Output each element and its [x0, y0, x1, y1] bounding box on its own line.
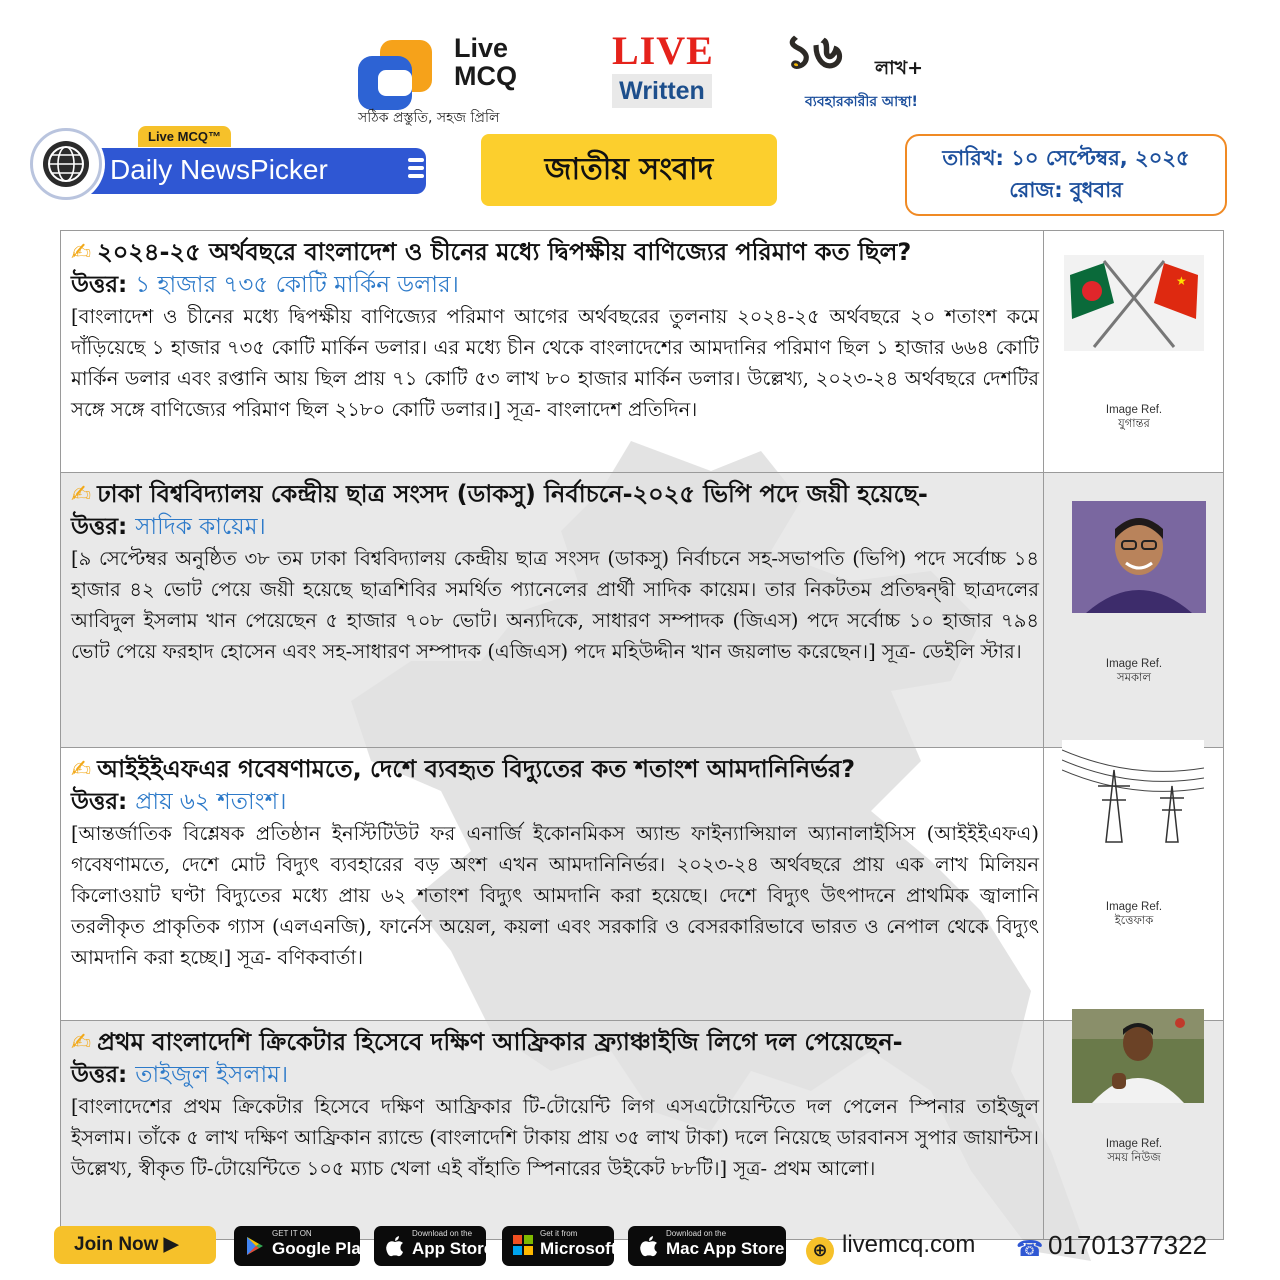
- writing-hand-icon: ✍: [71, 480, 92, 508]
- live-written-live: LIVE: [612, 28, 714, 73]
- news-item-4: [61, 1021, 1223, 1239]
- answer-1: উত্তর: ১ হাজার ৭৩৫ কোটি মার্কিন ডলার।: [71, 272, 459, 298]
- top-brand-bar: [0, 22, 1280, 126]
- livemcq-logo-text: Live MCQ: [454, 33, 517, 91]
- support-headset-icon: ☎: [1016, 1237, 1044, 1262]
- detail-3: [আন্তর্জাতিক বিশ্লেষক প্রতিষ্ঠান ইনস্টিটিউট ফর এনার্জি ইকোনমিকস অ্যান্ড ফাইন্যান্সিয়াল অ্যানালাইসিস (আইইইএফএ) গবেষণামতে, দেশে মোট বিদ্যুৎ ব্যবহারের বড় অংশ এখন আমদানিনির্ভর। ২০২৩-২৪ অর্থবছরে প্রায় এক লাখ মিলিয়ন কিলোওয়াট ঘণ্টা বিদ্যুতের মধ্যে প্রায় ৬২ শতাংশ বিদ্যুৎ আমদানি করা হয়েছে। দেশে বিদ্যুৎ উৎপাদনে প্রাথমিক জ্বালানি তরলীকৃত প্রাকৃতিক গ্যাস (এলএনজি), ফার্নেস অয়েল, কয়লা এবং সরকারি ও বেসরকারিভাবে ভারত ও নেপাল থেকে বিদ্যুৎ আমদানি করা হচ্ছে।] সূত্র- বণিকবার্তা।: [71, 822, 1039, 969]
- apple-icon: [638, 1235, 660, 1257]
- category-title: জাতীয় সংবাদ: [481, 134, 777, 206]
- phone-number[interactable]: ☎ 01701377322: [1016, 1228, 1207, 1265]
- writing-hand-icon: ✍: [71, 1028, 92, 1056]
- google-play-button[interactable]: GET IT ON Google Play: [234, 1226, 360, 1266]
- badge-trademark: Live MCQ™: [138, 126, 231, 147]
- detail-4: [বাংলাদেশের প্রথম ক্রিকেটার হিসেবে দক্ষিণ আফ্রিকার টি-টোয়েন্টি লিগ এসএটোয়েন্টিতে দল পেলেন স্পিনার তাইজুল ইসলাম। তাঁকে ৫ লাখ দক্ষিণ আফ্রিকান র‍্যান্ডে (বাংলাদেশি টাকায় প্রায় ৩৫ লাখ টাকা) দলে নিয়েছে ডারবানস সুপার জায়ান্টস। উল্লেখ্য, স্বীকৃত টি-টোয়েন্টিতে ১০৫ ম্যাচ খেলা এই বাঁহাতি স্পিনারের উইকেট ৮৮টি।] সূত্র- প্রথম আলো।: [71, 1095, 1039, 1180]
- globe-icon: [30, 128, 102, 200]
- image-column-3: [1043, 748, 1223, 1020]
- app-store-button[interactable]: Download on the App Store: [374, 1226, 486, 1266]
- users-badge: [785, 27, 965, 120]
- livemcq-logo-icon: [358, 40, 438, 110]
- power-tower-image: [1062, 740, 1204, 844]
- google-play-icon: [244, 1235, 266, 1257]
- mac-app-store-button[interactable]: Download on the Mac App Store: [628, 1226, 786, 1266]
- website-link[interactable]: ⊕ livemcq.com: [806, 1228, 975, 1265]
- answer-2: উত্তর: সাদিক কায়েম।: [71, 514, 266, 540]
- users-unit: লাখ+: [875, 57, 924, 79]
- date-box: [905, 134, 1227, 216]
- question-4: ✍ প্রথম বাংলাদেশি ক্রিকেটার হিসেবে দক্ষিণ আফ্রিকার ফ্র্যাঞ্চাইজি লিগে দল পেয়েছেন-: [71, 1028, 903, 1056]
- writing-hand-icon: ✍: [71, 238, 92, 266]
- apple-icon: [384, 1235, 406, 1257]
- menu-lines-icon: [408, 158, 424, 182]
- question-3: ✍ আইইইএফএর গবেষণামতে, দেশে ব্যবহৃত বিদ্যুতের কত শতাংশ আমদানিনির্ভর?: [71, 755, 856, 783]
- detail-2: [৯ সেপ্টেম্বর অনুষ্ঠিত ৩৮ তম ঢাকা বিশ্ববিদ্যালয় কেন্দ্রীয় ছাত্র সংসদ (ডাকসু) নির্বাচনে সহ-সভাপতি (ভিপি) পদে সর্বোচ্চ ১৪ হাজার ৪২ ভোট পেয়ে জয়ী হয়েছে ছাত্রশিবির সমর্থিত প্যানেলের প্রার্থী সাদিক কায়েম। তার নিকটতম প্রতিদ্বন্দ্বী ছাত্রদলের আবিদুল ইসলাম খান পেয়েছেন ৫ হাজার ৭০৮ ভোট। অন্যদিকে, সাধারণ সম্পাদক (জিএস) পদে সর্বোচ্চ ১০ হাজার ৭৯৪ ভোট পেয়ে ফরহাদ হোসেন এবং সহ-সাধারণ সম্পাদক (এজিএস) পদে মহিউদ্দীন খান জয়লাভ করেছেন।] সূত্র- ডেইলি স্টার।: [71, 547, 1039, 663]
- bangladesh-china-flags-image: [1064, 255, 1204, 351]
- news-item-1: [61, 231, 1223, 473]
- date-line: তারিখ: ১০ সেপ্টেম্বর, ২০২৫: [942, 146, 1190, 170]
- users-count: ১৬: [785, 27, 843, 78]
- livemcq-logo[interactable]: [358, 32, 538, 132]
- detail-1: [বাংলাদেশ ও চীনের মধ্যে দ্বিপক্ষীয় বাণিজ্যের পরিমাণ আগের অর্থবছরের তুলনায় ২০২৪-২৫ অর্থবছরে ২০ শতাংশ কমে দাঁড়িয়েছে ১ হাজার ৭৩৫ কোটি মার্কিন ডলার। এর মধ্যে চীন থেকে বাংলাদেশের আমদানির পরিমাণ ছিল ১ হাজার ৬৬৪ কোটি মার্কিন ডলার এবং রপ্তানি আয় ছিল প্রায় ৭১ কোটি ৫৩ লাখ ৮০ হাজার মার্কিন ডলার। উল্লেখ্য, ২০২৩-২৪ অর্থবছরে দেশটির সঙ্গে সঙ্গে বাণিজ্যের পরিমাণ ছিল ২১৮০ কোটি ডলার।] সূত্র- বাংলাদেশ প্রতিদিন।: [71, 305, 1039, 421]
- question-2: ✍ ঢাকা বিশ্ববিদ্যালয় কেন্দ্রীয় ছাত্র সংসদ (ডাকসু) নির্বাচনে-২০২৫ ভিপি পদে জয়ী হয়েছে-: [71, 480, 928, 508]
- cricketer-image: [1072, 1009, 1204, 1103]
- day-line: রোজ: বুধবার: [1009, 178, 1123, 202]
- answer-3: উত্তর: প্রায় ৬২ শতাংশ।: [71, 789, 287, 815]
- footer: [54, 1224, 1234, 1268]
- live-written-written: Written: [612, 74, 712, 108]
- livemcq-tagline: সঠিক প্রস্তুতি, সহজ প্রিলি: [358, 110, 500, 126]
- image-column-2: [1043, 473, 1223, 747]
- play-arrow-icon: ▶: [163, 1234, 179, 1255]
- microsoft-icon: [512, 1235, 534, 1257]
- users-subtitle: ব্যবহারকারীর আস্থা!: [805, 94, 918, 110]
- news-item-3: [61, 748, 1223, 1021]
- writing-hand-icon: ✍: [71, 755, 92, 783]
- image-ref-2: Image Ref. সমকাল: [1105, 658, 1163, 684]
- answer-4: উত্তর: তাইজুল ইসলাম।: [71, 1062, 289, 1088]
- microsoft-store-button[interactable]: Get it from Microsoft: [502, 1226, 614, 1266]
- globe-icon: ⊕: [806, 1237, 834, 1265]
- news-table: [60, 230, 1224, 1240]
- daily-newspicker-badge: [30, 126, 410, 206]
- news-item-2: [61, 473, 1223, 748]
- badge-title: Daily NewsPicker: [110, 154, 328, 185]
- image-ref-4: Image Ref. সময় নিউজ: [1105, 1138, 1163, 1164]
- person-portrait-image: [1072, 501, 1206, 613]
- live-written-logo[interactable]: [612, 30, 712, 120]
- image-column-1: [1043, 231, 1223, 472]
- svg-text:★: ★: [1176, 274, 1187, 288]
- image-ref-1: Image Ref. যুগান্তর: [1105, 404, 1163, 430]
- image-ref-3: Image Ref. ইত্তেফাক: [1105, 901, 1163, 927]
- image-column-4: [1043, 1021, 1223, 1239]
- join-now-button[interactable]: Join Now ▶: [54, 1226, 216, 1264]
- question-1: ✍ ২০২৪-২৫ অর্থবছরে বাংলাদেশ ও চীনের মধ্যে দ্বিপক্ষীয় বাণিজ্যের পরিমাণ কত ছিল?: [71, 238, 912, 266]
